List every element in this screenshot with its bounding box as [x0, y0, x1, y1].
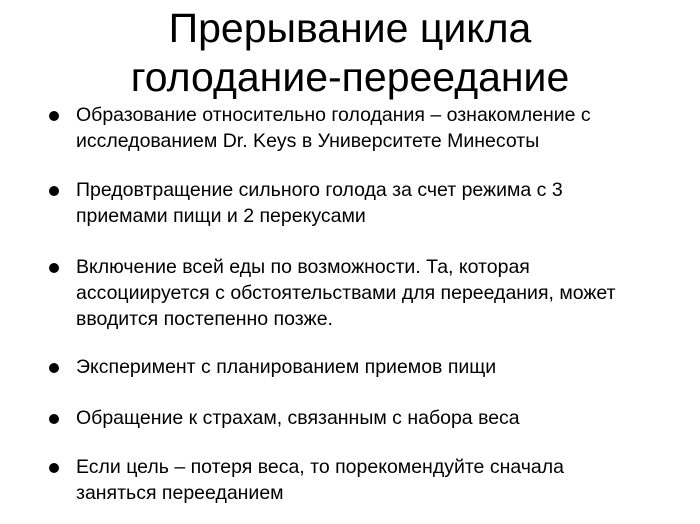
slide-title-line-2: голодание-переедание [130, 54, 570, 100]
bullet-list [44, 102, 684, 506]
slide-title [0, 4, 700, 102]
bullet-dot-icon [49, 363, 59, 373]
bullet-text-line: приемами пищи и 2 перекусами [76, 205, 366, 227]
bullet-dot-icon [49, 263, 59, 273]
bullet-text-line: Предовтращение сильного голода за счет режима с 3 [76, 179, 563, 201]
bullet-text-line: Образование относительно голодания – ознакомление с [76, 104, 591, 126]
bullet-item [44, 177, 684, 229]
bullet-text-line: Если цель – потеря веса, то порекомендуйте сначала [76, 456, 564, 478]
bullet-text-line: вводится постепенно позже. [76, 308, 333, 330]
bullet-text-line: заняться перееданием [76, 482, 284, 504]
bullet-text-line: ассоциируется с обстоятельствами для переедания, может [76, 282, 616, 304]
bullet-item [44, 354, 684, 380]
slide-title-line-1: Прерывание цикла [168, 5, 532, 51]
bullet-dot-icon [49, 111, 59, 121]
bullet-item [44, 102, 684, 154]
bullet-dot-icon [49, 186, 59, 196]
bullet-dot-icon [49, 414, 59, 424]
bullet-item [44, 454, 684, 506]
bullet-text-line: исследованием Dr. Keys в Университете Минесоты [76, 130, 540, 152]
bullet-text-line: Эксперимент с планированием приемов пищи [76, 356, 497, 378]
bullet-item [44, 405, 684, 431]
bullet-item [44, 254, 684, 332]
bullet-dot-icon [49, 463, 59, 473]
bullet-text-line: Включение всей еды по возможности. Та, которая [76, 256, 530, 278]
bullet-text-line: Обращение к страхам, связанным с набора веса [76, 407, 520, 429]
